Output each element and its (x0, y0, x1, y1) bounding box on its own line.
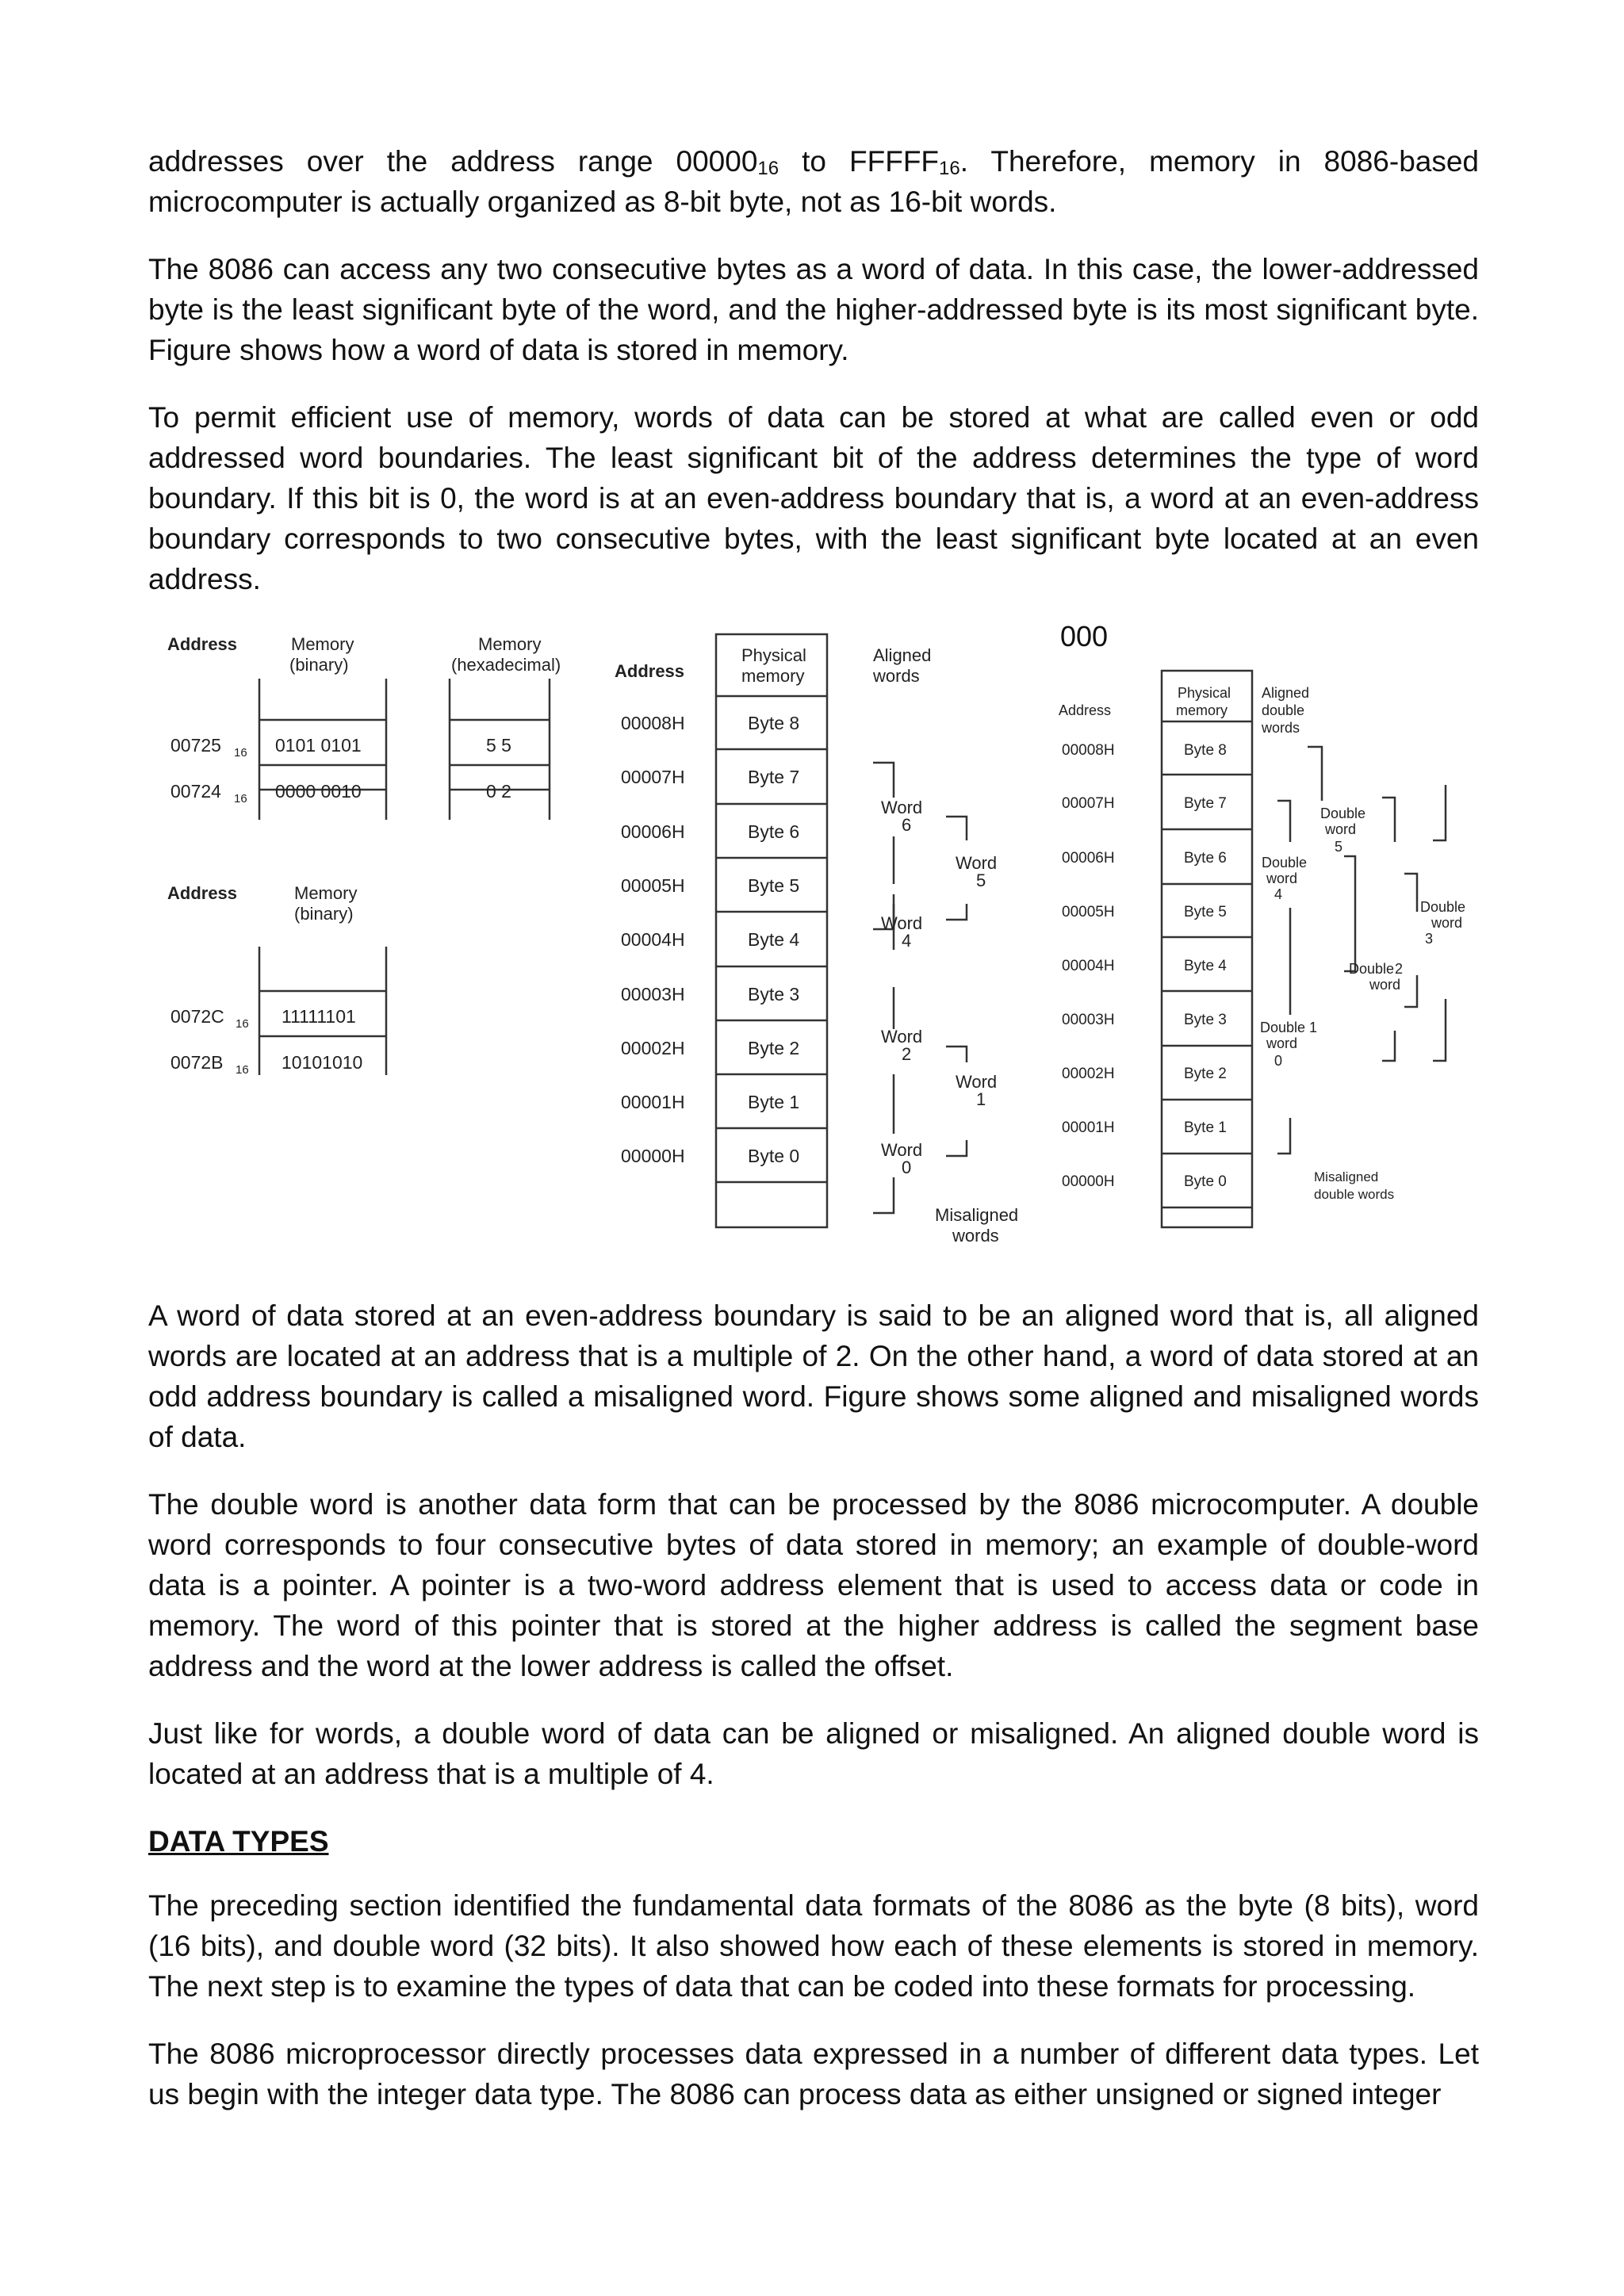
right-dw1-label-2: word (1266, 1035, 1298, 1051)
right-addr-00001h: 00001H (1062, 1119, 1115, 1136)
middle-addr-00003h: 00003H (621, 984, 685, 1004)
right-byte-0: Byte 0 (1184, 1173, 1227, 1190)
right-addr-00007h: 00007H (1062, 795, 1115, 812)
middle-byte-4: Byte 4 (748, 929, 800, 950)
left-memory-hex-header-1: Memory (478, 634, 542, 654)
left-address-header-2: Address (167, 883, 238, 903)
middle-addr-00005h: 00005H (621, 875, 685, 896)
left-addr-00725: 00725 (170, 735, 221, 756)
left-addr-0072c-sub: 16 (236, 1017, 249, 1031)
middle-aligned-header-1: Aligned (873, 645, 932, 665)
left-memory-binary-header-1: Memory (291, 634, 354, 654)
right-byte-2: Byte 2 (1184, 1066, 1227, 1082)
middle-byte-3: Byte 3 (748, 984, 800, 1004)
right-aligned-header-3: words (1262, 720, 1300, 736)
left-address-header: Address (167, 634, 238, 654)
middle-word-4-label: Word (881, 913, 923, 933)
left-memory-binary-header-b2: (binary) (294, 904, 354, 924)
memory-diagram (148, 626, 1479, 1269)
right-addr-00002h: 00002H (1062, 1066, 1115, 1082)
middle-addr-00000h: 00000H (621, 1146, 685, 1166)
middle-word-5-num: 5 (976, 871, 986, 890)
middle-physical-header-1: Physical (741, 645, 806, 665)
left-hex-5-5: 5 5 (486, 735, 511, 756)
left-bin-0000-0010: 0000 0010 (275, 781, 362, 802)
paragraph-aligned-word: A word of data stored at an even-address boundary is said to be an aligned word that is, all aligned words are located at an address that is a multiple of 2. On the other hand, a word of data stored at an odd address boundary is called a misaligned word. Figure shows some aligned and misaligned words of data. (148, 1299, 1479, 1453)
middle-word-5-label: Word (956, 853, 998, 873)
right-aligned-header-1: Aligned (1262, 685, 1310, 701)
middle-word-2-num: 2 (902, 1044, 912, 1064)
right-addr-00004h: 00004H (1062, 958, 1115, 974)
middle-word-6-label: Word (881, 798, 923, 817)
right-byte-3: Byte 3 (1184, 1012, 1227, 1028)
right-addr-00000h: 00000H (1062, 1173, 1115, 1190)
right-byte-1: Byte 1 (1184, 1119, 1227, 1136)
memory-organization-figure (148, 620, 1479, 1269)
middle-physical-header-2: memory (741, 666, 805, 686)
right-dw1-label-1: Double (1260, 1020, 1306, 1035)
middle-byte-7: Byte 7 (748, 767, 800, 787)
paragraph-word-boundaries: To permit efficient use of memory, words of data can be stored at what are called even or odd addressed word boundaries. The least significant bit of the address determines the type of word boundary. If this bit is 0, the word is at an even-address boundary that is, a word at an even-address boundary corresponds to two consecutive bytes, with the least significant byte located at an even address. (148, 401, 1479, 595)
middle-byte-8: Byte 8 (748, 713, 800, 733)
right-dw3-label-2: word (1431, 915, 1463, 931)
middle-word-6-num: 6 (902, 815, 912, 835)
left-memory-hex-header-2: (hexadecimal) (451, 655, 561, 675)
right-byte-8: Byte 8 (1184, 742, 1227, 759)
middle-aligned-header-2: words (873, 666, 920, 686)
middle-addr-00004h: 00004H (621, 929, 685, 950)
right-dw5-label-1: Double (1320, 806, 1366, 821)
left-bin-10101010: 10101010 (282, 1052, 363, 1073)
right-aligned-header-2: double (1262, 702, 1305, 718)
left-memory-binary-header-b1: Memory (294, 883, 358, 903)
right-misaligned-label-1: Misaligned (1314, 1169, 1379, 1184)
right-byte-6: Byte 6 (1184, 850, 1227, 867)
right-addr-00008h: 00008H (1062, 742, 1115, 759)
middle-addr-00008h: 00008H (621, 713, 685, 733)
right-dw4-label-1: Double (1262, 855, 1308, 871)
middle-word-1-label: Word (956, 1072, 998, 1092)
right-address-header: Address (1059, 702, 1112, 718)
paragraph-double-word: The double word is another data form that can be processed by the 8086 microcomputer. A double word corresponds to four consecutive bytes of data stored in memory; an example of double-word data is a pointer. A pointer is a two-word address element that is used to access data or code in memory. The word of this pointer that is stored at the higher address is called the segment base address and the word at the lower address is called the offset. (148, 1488, 1479, 1682)
middle-byte-1: Byte 1 (748, 1092, 800, 1112)
section-heading-data-types: DATA TYPES (148, 1825, 329, 1858)
right-physical-header-2: memory (1176, 702, 1228, 718)
left-addr-0072c: 0072C (170, 1006, 224, 1027)
right-addr-00006h: 00006H (1062, 850, 1115, 867)
middle-addr-00007h: 00007H (621, 767, 685, 787)
left-addr-00725-sub: 16 (234, 746, 247, 760)
left-addr-00724-sub: 16 (234, 792, 247, 806)
middle-word-2-label: Word (881, 1027, 923, 1047)
left-addr-00724: 00724 (170, 781, 221, 802)
right-dw2-num: 2 (1395, 961, 1404, 977)
left-hex-0-2: 0 2 (486, 781, 511, 802)
right-dw0-num: 0 (1274, 1053, 1283, 1069)
middle-word-1-num: 1 (976, 1089, 986, 1109)
middle-addr-00002h: 00002H (621, 1038, 685, 1058)
right-dw2-label-2: word (1369, 977, 1401, 993)
middle-byte-5: Byte 5 (748, 875, 800, 896)
right-byte-5: Byte 5 (1184, 904, 1227, 920)
right-addr-00003h: 00003H (1062, 1012, 1115, 1028)
right-physical-header-1: Physical (1178, 685, 1231, 701)
left-addr-0072b: 0072B (170, 1052, 224, 1073)
paragraph-data-formats: The preceding section identified the fundamental data formats of the 8086 as the byte (8 bits), word (16 bits), and double word (32 bits). It also showed how each of these elements is stored in memory. The next step is to examine the types of data that can be coded into these formats for processing. (148, 1889, 1479, 2003)
document-page (148, 141, 1479, 2141)
middle-word-0-num: 0 (902, 1158, 912, 1177)
right-byte-4: Byte 4 (1184, 958, 1227, 974)
middle-word-4-num: 4 (902, 931, 912, 951)
left-addr-0072b-sub: 16 (236, 1063, 249, 1077)
right-addr-00005h: 00005H (1062, 904, 1115, 920)
middle-byte-6: Byte 6 (748, 821, 800, 842)
middle-byte-2: Byte 2 (748, 1038, 800, 1058)
left-bin-0101-0101: 0101 0101 (275, 735, 362, 756)
right-dw3-label-1: Double (1420, 899, 1466, 915)
right-dw5-num: 5 (1335, 839, 1343, 855)
middle-misaligned-label-2: words (952, 1226, 999, 1246)
middle-addr-00006h: 00006H (621, 821, 685, 842)
left-bin-11111101: 11111101 (282, 1006, 356, 1027)
right-dw3-num: 3 (1425, 931, 1434, 947)
middle-addr-00001h: 00001H (621, 1092, 685, 1112)
right-dw2-label-1: Double (1349, 961, 1395, 977)
right-dw5-label-2: word (1325, 821, 1357, 837)
right-dw1-num: 1 (1309, 1020, 1318, 1035)
right-byte-7: Byte 7 (1184, 795, 1227, 812)
middle-address-header: Address (615, 661, 685, 681)
middle-word-0-label: Word (881, 1140, 923, 1160)
paragraph-data-types: The 8086 microprocessor directly processes data expressed in a number of different data types. Let us begin with the integer data type. The 8086 can process data as either unsigned or signed integer (148, 2038, 1479, 2110)
paragraph-double-word-alignment: Just like for words, a double word of data can be aligned or misaligned. An aligned double word is located at an address that is a multiple of 4. (148, 1717, 1479, 1790)
right-misaligned-label-2: double words (1314, 1187, 1395, 1202)
paragraph-word-access: The 8086 can access any two consecutive bytes as a word of data. In this case, the lower-addressed byte is the least significant byte of the word, and the higher-addressed byte is its most significant byte. Figure shows how a word of data is stored in memory. (148, 253, 1479, 366)
paragraph-address-range: addresses over the address range $00000_{16}$ to $FFFFF_{16}$. Therefore, memory in 8086-based microcomputer is actually organized as 8-bit byte, not as 16-bit words. (148, 145, 1479, 218)
left-memory-binary-header-2: (binary) (289, 655, 349, 675)
right-dw4-label-2: word (1266, 871, 1298, 886)
middle-misaligned-label-1: Misaligned (935, 1205, 1019, 1225)
right-dw4-num: 4 (1274, 886, 1283, 902)
middle-byte-0: Byte 0 (748, 1146, 800, 1166)
figure-note: 000 (1060, 620, 1109, 652)
